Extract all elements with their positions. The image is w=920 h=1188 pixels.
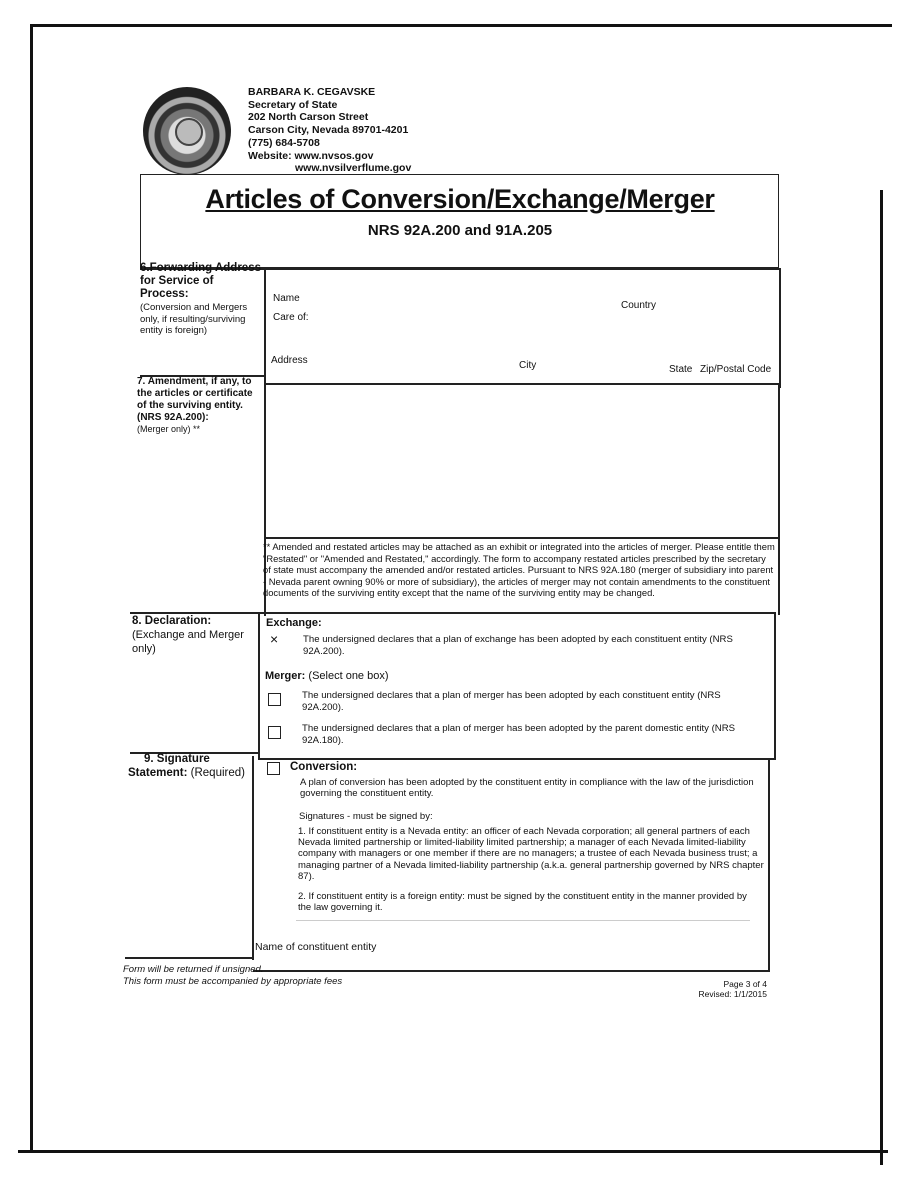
page-border-left xyxy=(30,24,33,1152)
letterhead-line: 202 North Carson Street xyxy=(248,111,369,124)
country-label: Country xyxy=(621,300,657,311)
letterhead-website2: www.nvsilverflume.gov xyxy=(295,162,412,175)
signature-line xyxy=(296,920,750,921)
table-divider xyxy=(768,758,770,972)
signatures-heading: Signatures - must be signed by: xyxy=(299,811,433,822)
table-rule xyxy=(265,537,778,539)
footer-note-unsigned: Form will be returned if unsigned. xyxy=(123,964,264,975)
section7-footnote: ** Amended and restated articles may be attached as an exhibit or integrated into the articles of merger. Please entitle them "Restated" or "Amended and Restated," accordingly. The form to accompany restated articles prescribed by the secretary of state must accompany the amended and/or restated articles. Pursuant to NRS 92A.180 (merger of subsidiary into parent - Nevada parent owning 90% or more of subsidiary), the articles of merger may not contain amendments to the constituent documents of the surviving entity except that the name of the surviving entity may be changed. xyxy=(263,541,775,599)
signature-rule-2: 2. If constituent entity is a foreign entity: must be signed by the constituent entity in the manner provided by the law governing it. xyxy=(298,891,747,914)
merger-heading: Merger: xyxy=(265,670,306,682)
exchange-heading: Exchange: xyxy=(266,617,322,629)
letterhead-line: Carson City, Nevada 89701-4201 xyxy=(248,124,409,137)
conversion-checkbox[interactable] xyxy=(267,762,280,775)
signature-rule-1: 1. If constituent entity is a Nevada entity: an officer of each Nevada corporation; all general partners of each Nevada limited partnership or limited-liability limited partnership; a manager of each Nevada limited-liability company with managers or one member if there are no managers; a trustee of each Nevada business trust; a managing partner of a Nevada limited-liability partnership (a.k.a. general partnership governed by NRS chapter 87). xyxy=(298,826,764,882)
table-divider xyxy=(258,612,260,760)
conversion-text: A plan of conversion has been adopted by the constituent entity in compliance with the law of the jurisdiction governing the constituent entity. xyxy=(300,777,754,800)
footer-notes xyxy=(123,964,342,988)
table-divider xyxy=(778,383,780,615)
section7-note: (Merger only) ** xyxy=(137,424,201,434)
section8-heading: 8. Declaration: xyxy=(132,615,212,627)
table-rule xyxy=(260,758,775,760)
merger-note: (Select one box) xyxy=(308,670,389,682)
exchange-checkbox[interactable]: × xyxy=(270,631,279,647)
page-info xyxy=(660,979,767,999)
table-divider xyxy=(774,612,776,760)
table-rule xyxy=(125,957,253,959)
merger-option1-text: The undersigned declares that a plan of merger has been adopted by each constituent entity (NRS 92A.200). xyxy=(302,690,721,713)
section7-heading: 7. Amendment, if any, to the articles or certificate of the surviving entity. (NRS 92A.200): xyxy=(137,376,253,423)
form-title: Articles of Conversion/Exchange/Merger xyxy=(205,184,715,214)
conversion-heading: Conversion: xyxy=(290,761,358,773)
constituent-entity-name-field[interactable] xyxy=(395,936,765,954)
section7-label xyxy=(137,376,261,436)
city-label: City xyxy=(519,360,537,371)
care-of-label: Care of: xyxy=(273,312,309,323)
section9-heading2: Statement: xyxy=(128,767,188,779)
address-label: Address xyxy=(271,355,308,366)
form-subtitle: NRS 92A.200 and 91A.205 xyxy=(367,222,553,239)
section9-label xyxy=(128,752,256,780)
merger-option1-checkbox[interactable] xyxy=(268,693,281,706)
section6-heading: 6.Forwarding Address for Service of Process: xyxy=(140,262,261,300)
amendment-text-area[interactable] xyxy=(266,385,776,535)
merger-option2-checkbox[interactable] xyxy=(268,726,281,739)
letterhead-line: BARBARA K. CEGAVSKE xyxy=(248,86,376,98)
page-border-bottom xyxy=(18,1150,888,1153)
table-divider xyxy=(252,756,254,960)
table-rule xyxy=(130,612,775,614)
name-label: Name xyxy=(273,293,300,304)
letterhead-line: (775) 684-5708 xyxy=(248,136,320,149)
merger-heading-row xyxy=(265,670,389,682)
page-border-top xyxy=(30,24,892,27)
letterhead xyxy=(248,86,411,175)
letterhead-line: Secretary of State xyxy=(248,98,338,111)
section9-note: (Required) xyxy=(190,767,245,779)
state-seal-center xyxy=(175,118,203,146)
zip-label: Zip/Postal Code xyxy=(700,364,772,375)
section8-label xyxy=(132,615,254,656)
exchange-text: The undersigned declares that a plan of exchange has been adopted by each constituent entity (NRS 92A.200). xyxy=(303,634,733,657)
merger-option2-text: The undersigned declares that a plan of merger has been adopted by the parent domestic entity (NRS 92A.180). xyxy=(302,723,736,746)
constituent-entity-name-label: Name of constituent entity xyxy=(255,941,377,953)
revised-date: Revised: 1/1/2015 xyxy=(698,989,767,999)
letterhead-line: Website: www.nvsos.gov xyxy=(248,149,374,162)
section8-note: (Exchange and Merger only) xyxy=(132,629,244,655)
section6-label xyxy=(140,262,262,337)
section6-note: (Conversion and Mergers only, if resulting/surviving entity is foreign) xyxy=(140,302,248,336)
page-border-right xyxy=(880,190,883,1165)
page-number: Page 3 of 4 xyxy=(723,979,767,989)
state-label: State xyxy=(669,364,693,375)
table-divider xyxy=(779,268,781,388)
section9-heading: 9. Signature xyxy=(144,753,210,765)
footer-note-fees: This form must be accompanied by appropriate fees xyxy=(123,976,343,987)
